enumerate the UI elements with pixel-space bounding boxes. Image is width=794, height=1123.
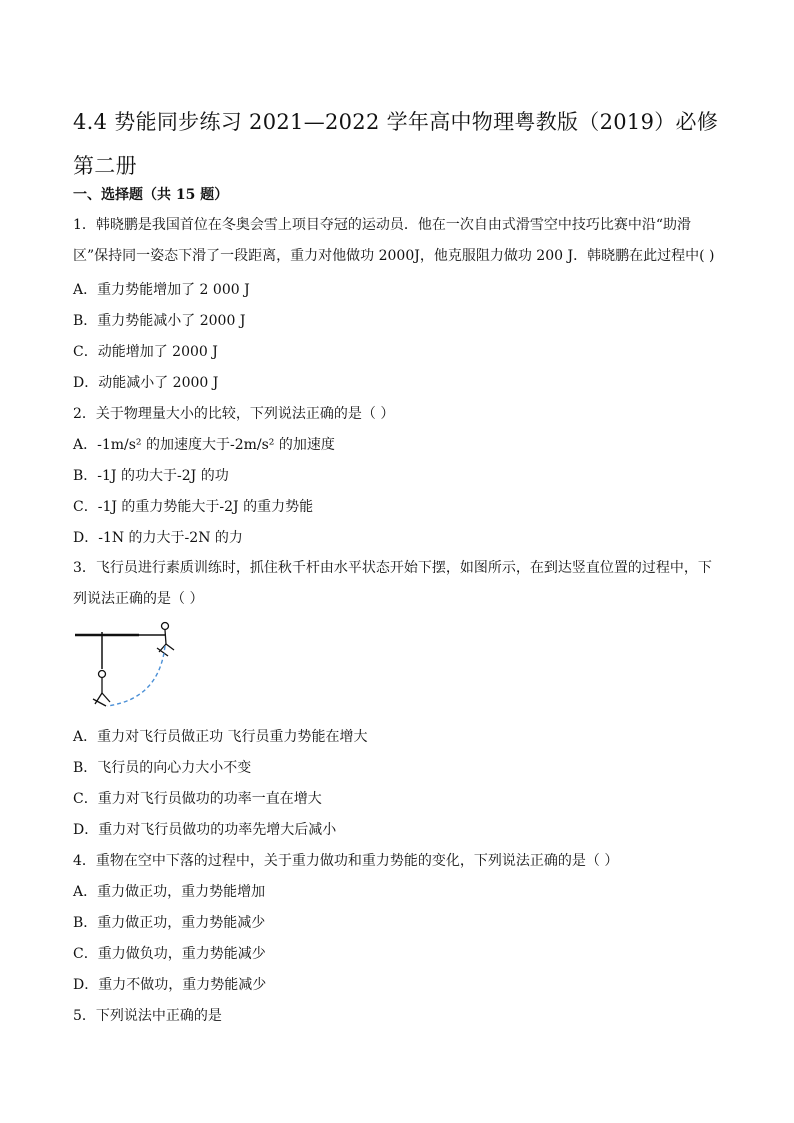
pilot-horizontal (157, 623, 174, 657)
question-2-option-a: A．-1m/s² 的加速度大于-2m/s² 的加速度 (73, 437, 335, 453)
question-3-option-d: D．重力对飞行员做功的功率先增大后减小 (73, 822, 337, 838)
pilot-vertical (93, 671, 110, 707)
question-2-option-c: C．-1J 的重力势能大于-2J 的重力势能 (73, 499, 314, 515)
question-1-option-a: A．重力势能增加了 2 000 J (73, 282, 250, 298)
question-1-option-c: C．动能增加了 2000 J (73, 344, 218, 360)
question-4-option-c: C．重力做负功，重力势能减少 (73, 946, 266, 962)
question-2-stem: 2．关于物理量大小的比较，下列说法正确的是（ ） (73, 406, 395, 422)
question-2-option-b: B．-1J 的功大于-2J 的功 (73, 468, 229, 484)
question-5-stem: 5．下列说法中正确的是 (73, 1008, 222, 1024)
question-4-option-d: D．重力不做功，重力势能减少 (73, 977, 267, 993)
question-3-option-a: A．重力对飞行员做正功 飞行员重力势能在增大 (73, 729, 368, 745)
question-1-option-d: D．动能减小了 2000 J (73, 375, 219, 391)
question-1-stem: 1．韩晓鹏是我国首位在冬奥会雪上项目夺冠的运动员．他在一次自由式滑雪空中技巧比赛中沿“助滑区”保持同一姿态下滑了一段距离，重力对他做功 2000J，他克服阻力做功 200 J．韩晓鹏在此过程中( ) (73, 217, 715, 264)
question-3-option-c: C．重力对飞行员做功的功率一直在增大 (73, 791, 322, 807)
question-3-option-b: B．飞行员的向心力大小不变 (73, 760, 252, 776)
question-3-stem: 3．飞行员进行素质训练时，抓住秋千杆由水平状态开始下摆，如图所示，在到达竖直位置的过程中，下列说法正确的是（ ） (73, 560, 712, 607)
document-title: 4.4 势能同步练习 2021—2022 学年高中物理粤教版（2019）必修第二册 (73, 110, 719, 178)
swing-figure (73, 614, 213, 719)
question-4-option-a: A．重力做正功，重力势能增加 (73, 884, 266, 900)
section-heading: 一、选择题（共 15 题） (73, 187, 229, 203)
question-2-option-d: D．-1N 的力大于-2N 的力 (73, 530, 243, 546)
swing-path-arc (107, 646, 165, 706)
swing-diagram (73, 614, 213, 719)
question-1-option-b: B．重力势能减小了 2000 J (73, 313, 246, 329)
question-4-option-b: B．重力做正功，重力势能减少 (73, 915, 266, 931)
question-4-stem: 4．重物在空中下落的过程中，关于重力做功和重力势能的变化，下列说法正确的是（ ） (73, 853, 619, 869)
